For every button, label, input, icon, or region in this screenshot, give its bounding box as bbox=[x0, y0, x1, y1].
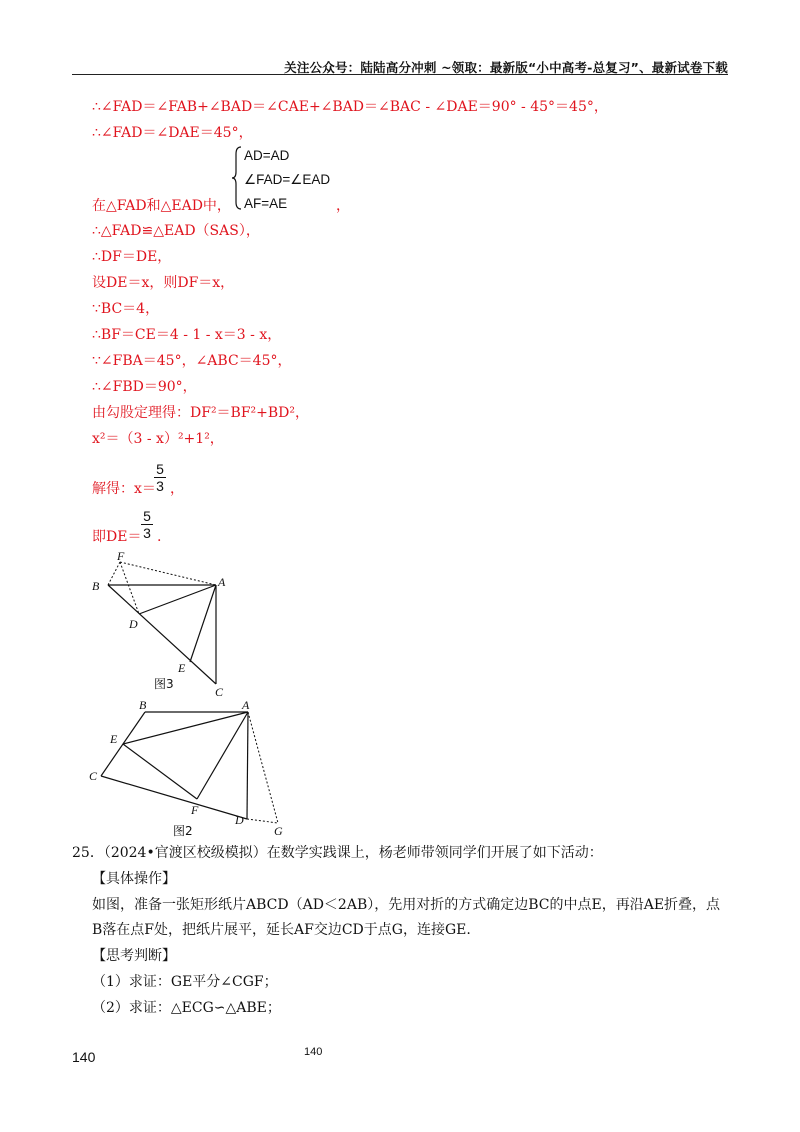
solution-line-14b: . bbox=[157, 529, 162, 545]
label-D: D bbox=[235, 813, 244, 827]
solution-line-9: ∵∠FBA＝45°，∠ABC＝45°， bbox=[92, 353, 292, 369]
question-body-1: 如图，准备一张矩形纸片ABCD（AD＜2AB），先用对折的方式确定边BC的中点E，再沿AE折叠，点 bbox=[92, 897, 721, 913]
solution-line-2: ∴∠FAD＝∠DAE＝45°， bbox=[92, 125, 253, 141]
solution-line-13b: ， bbox=[170, 481, 184, 497]
figure-2-caption: 图2 bbox=[173, 824, 193, 838]
system-line-1: AD=AD bbox=[244, 148, 290, 163]
fraction-five-thirds-2 bbox=[141, 508, 153, 541]
fraction-denominator: 3 bbox=[143, 525, 151, 541]
solution-line-12: x²＝（3 - x）²+1²， bbox=[92, 431, 224, 447]
label-E: E bbox=[178, 661, 186, 675]
label-B: B bbox=[139, 698, 147, 712]
label-E: E bbox=[110, 732, 118, 746]
page-header: 关注公众号：陆陆高分冲刺 ~领取：最新版“小中高考-总复习”、最新试卷下载 bbox=[284, 60, 728, 75]
header-rule bbox=[72, 74, 728, 75]
solution-line-14a: 即DE＝ bbox=[92, 529, 142, 545]
label-G: G bbox=[274, 824, 283, 838]
system-line-2: ∠FAD=∠EAD bbox=[244, 172, 331, 187]
fraction-numerator: 5 bbox=[143, 508, 151, 524]
label-D: D bbox=[129, 617, 138, 631]
sub-question-2: （2）求证：△ECG∽△ABE； bbox=[92, 1000, 281, 1016]
label-A: A bbox=[242, 698, 250, 712]
solution-line-3a: 在△FAD和△EAD中， bbox=[92, 198, 231, 214]
solution-line-10: ∴∠FBD＝90°， bbox=[92, 379, 197, 395]
page-number-left: 140 bbox=[72, 1049, 96, 1065]
label-C: C bbox=[215, 685, 224, 698]
fraction-denominator: 3 bbox=[156, 478, 164, 494]
label-A: A bbox=[218, 575, 226, 589]
label-F: F bbox=[117, 549, 125, 563]
question-header: 25．（2024•官渡区校级模拟）在数学实践课上，杨老师带领同学们开展了如下活动： bbox=[72, 845, 603, 861]
system-brace bbox=[231, 146, 243, 210]
solution-line-11: 由勾股定理得：DF²＝BF²+BD²， bbox=[92, 405, 310, 421]
sub-question-1: （1）求证：GE平分∠CGF； bbox=[92, 974, 278, 990]
solution-line-7: ∵BC＝4， bbox=[92, 301, 160, 317]
system-line-3: AF=AE bbox=[244, 196, 288, 211]
fraction-numerator: 5 bbox=[156, 461, 164, 477]
solution-line-1: ∴∠FAD＝∠FAB+∠BAD＝∠CAE+∠BAD＝∠BAC - ∠DAE＝90° - 45°＝45°， bbox=[92, 99, 608, 115]
solution-line-3b: ， bbox=[336, 198, 350, 214]
fraction-five-thirds bbox=[154, 461, 166, 494]
label-F: F bbox=[191, 803, 199, 817]
label-B: B bbox=[92, 579, 100, 593]
label-C: C bbox=[89, 769, 98, 783]
solution-line-6: 设DE＝x，则DF＝x， bbox=[92, 275, 235, 291]
solution-line-13a: 解得：x＝ bbox=[92, 481, 156, 497]
figure-3 bbox=[82, 548, 242, 698]
section-specific-operation: 【具体操作】 bbox=[92, 871, 176, 887]
solution-line-5: ∴DF＝DE， bbox=[92, 249, 172, 265]
page-number-center: 140 bbox=[304, 1046, 323, 1058]
section-thinking-judgment: 【思考判断】 bbox=[92, 948, 176, 964]
question-body-2: B落在点F处，把纸片展平，延长AF交边CD于点G，连接GE. bbox=[92, 922, 471, 938]
solution-line-8: ∴BF＝CE＝4 - 1 - x＝3 - x， bbox=[92, 327, 282, 343]
figure-3-caption: 图3 bbox=[154, 677, 174, 691]
solution-line-4: ∴△FAD≌△EAD（SAS）， bbox=[92, 223, 260, 239]
figure-2 bbox=[82, 695, 292, 843]
